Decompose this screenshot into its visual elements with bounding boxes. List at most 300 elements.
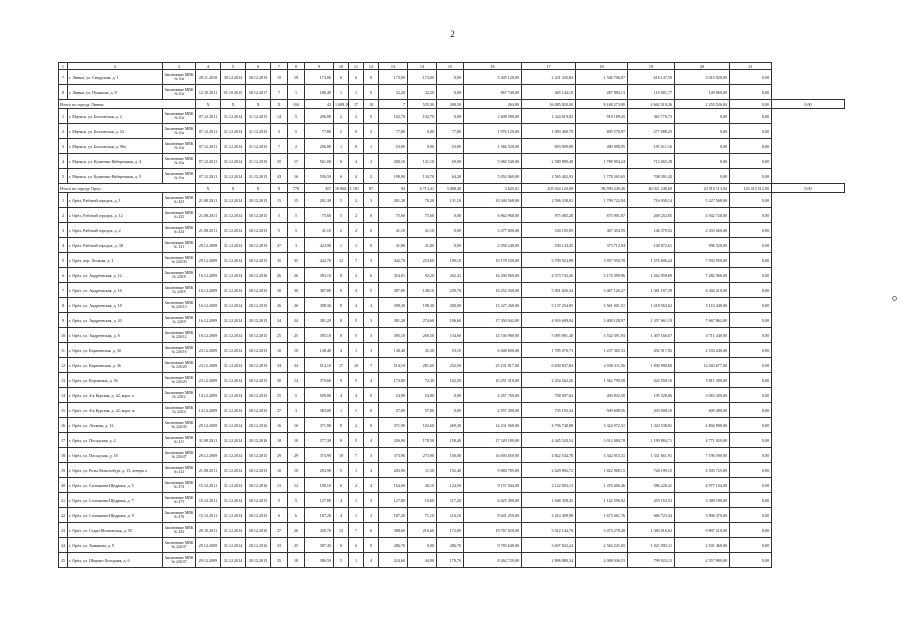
table-cell: 30 xyxy=(271,373,288,388)
table-cell: 3 957 959,78 xyxy=(576,253,628,268)
table-cell: 5 012 144,70 xyxy=(522,523,576,538)
table-cell: 203,90 xyxy=(379,463,408,478)
table-cell: 716 939,14 xyxy=(628,193,675,208)
address-cell: г. Орёл, ул. Андреевская, д. 16 xyxy=(68,283,163,298)
table-cell: 2 xyxy=(364,169,379,184)
table-cell: 0,00 xyxy=(730,418,772,433)
table-cell: 0,00 xyxy=(437,85,464,100)
row-number-cell: 19 xyxy=(59,463,68,478)
table-cell: 187,20 xyxy=(305,508,334,523)
page-number: 2 xyxy=(450,29,455,39)
table-cell: 5 001 826,34 xyxy=(522,283,576,298)
table-cell: 30.12.2015 xyxy=(246,508,271,523)
table-cell: 5 xyxy=(271,208,288,223)
table-cell: 5 xyxy=(334,208,349,223)
table-cell: 7 196 590,00 xyxy=(675,448,730,463)
basis-document-cell: Заключение МВК № б/н xyxy=(163,109,196,124)
subtotal-cell: X xyxy=(271,100,288,109)
table-cell: 0 xyxy=(364,208,379,223)
table-cell: 31.12.2014 xyxy=(221,169,246,184)
table-cell: 30.12.2016 xyxy=(246,268,271,283)
table-cell: 31.12.2014 xyxy=(221,538,246,553)
table-cell: 43 xyxy=(271,169,288,184)
basis-document-cell: Заключение МВК № 226/29 xyxy=(163,373,196,388)
table-row xyxy=(59,139,845,154)
table-cell: 1 407 166,67 xyxy=(628,328,675,343)
basis-document-cell: Заключение МВК № 226/12 xyxy=(163,328,196,343)
table-cell: 57,00 xyxy=(379,403,408,418)
table-cell: 18 xyxy=(288,553,305,568)
column-number-cell: 21 xyxy=(730,63,772,70)
table-cell: 173,00 xyxy=(305,70,334,85)
table-cell: 21.08.2011 xyxy=(196,463,221,478)
table-cell: 622 558,16 xyxy=(628,373,675,388)
address-cell: г. Орёл, ул. Лескова, д. 12 xyxy=(68,418,163,433)
table-cell: 07.12.2011 xyxy=(196,139,221,154)
table-cell: 0,00 xyxy=(730,358,772,373)
table-cell: 616 147,59 xyxy=(628,70,675,85)
table-cell: 31.12.2014 xyxy=(221,223,246,238)
table-cell: 0,00 xyxy=(730,253,772,268)
table-cell: 0,00 xyxy=(730,223,772,238)
column-number-cell: 10 xyxy=(334,63,349,70)
table-cell: 44,90 xyxy=(408,553,437,568)
table-cell: 12.10.2011 xyxy=(196,85,221,100)
basis-document-cell: Заключение МВК № б/н xyxy=(163,139,196,154)
address-cell: г. Орёл, ул. Карачевская, д. 36 xyxy=(68,358,163,373)
row-number-cell: 16 xyxy=(59,418,68,433)
table-cell: 354,61 xyxy=(379,268,408,283)
table-cell: 530 105,89 xyxy=(522,223,576,238)
table-cell: 1 562 799,58 xyxy=(576,373,628,388)
table-cell: 12 xyxy=(288,478,305,493)
table-cell: 273,90 xyxy=(408,448,437,463)
table-row xyxy=(59,403,845,418)
table-cell: 918 189,45 xyxy=(576,109,628,124)
table-cell: 30 xyxy=(288,283,305,298)
table-cell: 41,10 xyxy=(408,223,437,238)
table-cell: 25 xyxy=(271,388,288,403)
table-cell: 0,00 xyxy=(730,463,772,478)
address-cell: г. Орёл, ул. Салтыкова-Щедрина, д. 5 xyxy=(68,478,163,493)
table-cell: 442,70 xyxy=(305,253,334,268)
table-cell: 4 804 800,00 xyxy=(675,418,730,433)
subtotal-cell: 104 xyxy=(288,100,305,109)
table-cell: 31.12.2014 xyxy=(221,523,246,538)
table-cell: 8 xyxy=(334,268,349,283)
table-cell: 8 xyxy=(334,283,349,298)
table-cell: 7 667 862,00 xyxy=(675,313,730,328)
basis-document-cell: Заключение МВК № б/н xyxy=(163,124,196,139)
table-cell: 1 324 538,81 xyxy=(628,418,675,433)
basis-document-cell: Заключение МВК № 424 xyxy=(163,223,196,238)
table-row xyxy=(59,448,845,463)
table-cell: 253,60 xyxy=(408,253,437,268)
table-cell: 373,90 xyxy=(305,448,334,463)
table-cell: 15.12.2011 xyxy=(196,478,221,493)
column-number-cell: 1 xyxy=(59,63,68,70)
table-cell: 31.12.2014 xyxy=(221,268,246,283)
table-cell: 5 xyxy=(288,124,305,139)
table-cell: 158,40 xyxy=(437,433,464,448)
table-cell: 726 199,15 xyxy=(628,463,675,478)
table-cell: 735 183,34 xyxy=(522,403,576,418)
table-cell: 10 xyxy=(271,463,288,478)
table-row xyxy=(59,169,845,184)
table-cell: 3 010 920,00 xyxy=(675,70,730,85)
table-cell: 5 xyxy=(288,388,305,403)
table-cell: 30.12.2015 xyxy=(246,403,271,418)
address-cell: г. Орёл, ул. 4-я Курская, д. 42, корп. ж xyxy=(68,403,163,418)
table-cell: 465 144,10 xyxy=(522,85,576,100)
table-cell: 490 832,50 xyxy=(576,388,628,403)
table-cell: 16.12.2009 xyxy=(196,283,221,298)
table-cell: 7 xyxy=(349,523,364,538)
table-cell: 5 xyxy=(349,433,364,448)
table-cell: 31.12.2014 xyxy=(221,373,246,388)
table-cell: 15 xyxy=(271,193,288,208)
address-cell: г. Орёл, ул. Корчагина, д. 56 xyxy=(68,373,163,388)
table-cell: 1 237 365,33 xyxy=(576,343,628,358)
table-cell: 206,80 xyxy=(305,109,334,124)
table-cell: 224,60 xyxy=(379,553,408,568)
table-cell: 1 546 706,67 xyxy=(576,70,628,85)
row-number-cell: 8 xyxy=(59,298,68,313)
table-cell: 3 xyxy=(364,343,379,358)
subtotal-row xyxy=(59,100,845,109)
subtotal-cell: X xyxy=(221,100,246,109)
table-cell: 01.10.2015 xyxy=(221,85,246,100)
table-cell: 201,30 xyxy=(379,193,408,208)
table-cell: 30.12.2015 xyxy=(246,253,271,268)
subtotal-cell: 86 590 249,46 xyxy=(576,184,628,193)
table-cell: 19 767 650,00 xyxy=(464,523,522,538)
basis-document-cell: Заключение МВК № 226/47 xyxy=(163,538,196,553)
table-cell: 5 110 440,00 xyxy=(675,298,730,313)
table-cell: 2 xyxy=(334,124,349,139)
table-cell: 395,10 xyxy=(305,328,334,343)
subtotal-cell: 7 xyxy=(379,100,408,109)
table-cell: 1 331 661,91 xyxy=(628,448,675,463)
table-cell: 179,70 xyxy=(437,553,464,568)
table-cell: 31.12.2014 xyxy=(221,403,246,418)
table-cell: 13 xyxy=(271,478,288,493)
table-cell: 77,80 xyxy=(437,124,464,139)
table-cell: 6 xyxy=(364,418,379,433)
table-cell: 8 xyxy=(334,418,349,433)
row-number-cell: 13 xyxy=(59,373,68,388)
subtotal-cell: X xyxy=(221,184,246,193)
table-cell: 5 xyxy=(349,313,364,328)
table-cell: 30 xyxy=(271,283,288,298)
table-row xyxy=(59,553,845,568)
table-cell: 15.12.2011 xyxy=(196,493,221,508)
table-cell: 4 796 748,88 xyxy=(522,418,576,433)
table-row xyxy=(59,313,845,328)
table-cell: 4 822 544,78 xyxy=(522,448,576,463)
subtotal-cell: 3 625,01 xyxy=(464,184,522,193)
table-row xyxy=(59,463,845,478)
subtotal-cell: 10 866,13 xyxy=(335,185,352,191)
table-cell: 29.12.2009 xyxy=(196,418,221,433)
basis-document-cell: Заключение МВК № 412 xyxy=(163,463,196,478)
table-cell: 173,00 xyxy=(379,70,408,85)
table-cell: 114 681,77 xyxy=(628,85,675,100)
table-cell: 0,00 xyxy=(675,154,730,169)
column-number-cell: 9 xyxy=(305,63,334,70)
address-cell: г. Ливны, ул. Свердлова, д. 1 xyxy=(68,70,163,85)
address-cell: г. Орёл, ул. Старо-Московская, д. 55 xyxy=(68,523,163,538)
address-cell: г. Орёл, Рабочий городок, д. 2 xyxy=(68,223,163,238)
table-cell: 07.12.2011 xyxy=(196,109,221,124)
table-cell: 29.12.2009 xyxy=(196,538,221,553)
table-cell: 30.12.2015 xyxy=(246,373,271,388)
column-number-cell: 12 xyxy=(364,63,379,70)
table-cell: 0,00 xyxy=(730,70,772,85)
table-cell: 31.12.2015 xyxy=(246,109,271,124)
subtotal-cell: 457 xyxy=(305,184,334,193)
table-row xyxy=(59,223,845,238)
table-cell: 1 xyxy=(334,238,349,253)
table-cell: 1 418 563,62 xyxy=(628,298,675,313)
table-cell: 7 xyxy=(271,85,288,100)
table-cell: 260,50 xyxy=(408,328,437,343)
table-cell: 30.12.2015 xyxy=(246,553,271,568)
table-cell: 34 xyxy=(288,358,305,373)
table-cell: 2 xyxy=(364,124,379,139)
table-cell: 0,00 xyxy=(730,238,772,253)
table-cell: 16 252 330,00 xyxy=(464,283,522,298)
subtotal-cell: X xyxy=(196,184,221,193)
table-cell: 0 xyxy=(349,124,364,139)
table-row xyxy=(59,418,845,433)
table-cell: 1 xyxy=(334,139,349,154)
table-cell: 77,80 xyxy=(305,124,334,139)
table-cell: 31.12.2014 xyxy=(221,463,246,478)
column-number-cell: 14 xyxy=(408,63,437,70)
table-cell: 1 xyxy=(349,85,364,100)
subtotal-cell: 16 085 820,00 xyxy=(522,100,576,109)
table-cell: 5 052 060,00 xyxy=(464,169,522,184)
row-number-cell: 15 xyxy=(59,403,68,418)
table-cell: 41,10 xyxy=(379,223,408,238)
table-cell: 40,10 xyxy=(408,478,437,493)
table-cell: 2 xyxy=(349,223,364,238)
row-number-cell: 23 xyxy=(59,523,68,538)
table-cell: 146 379,52 xyxy=(628,223,675,238)
table-cell: 0,00 xyxy=(730,388,772,403)
table-cell: 12 xyxy=(334,253,349,268)
table-cell: 134,60 xyxy=(437,328,464,343)
basis-document-cell: Заключение МВК № б/н xyxy=(163,85,196,100)
table-cell: 1 xyxy=(334,85,349,100)
table-cell: 41,80 xyxy=(408,238,437,253)
table-cell: 148 872,61 xyxy=(628,238,675,253)
table-cell: 2 122 003,13 xyxy=(522,478,576,493)
table-cell: 514,10 xyxy=(379,358,408,373)
row-number-cell: 25 xyxy=(59,553,68,568)
row-number-cell: 18 xyxy=(59,448,68,463)
table-cell: 3 467 126,27 xyxy=(576,283,628,298)
subtotal-cell: 23 910 113,94 xyxy=(675,184,730,193)
table-cell: 200,00 xyxy=(437,298,464,313)
column-number-row xyxy=(59,63,845,70)
table-cell: 4 xyxy=(364,478,379,493)
table-cell: 6 xyxy=(334,478,349,493)
column-number-cell: 7 xyxy=(271,63,288,70)
table-cell: 14 746 980,00 xyxy=(464,328,522,343)
table-cell: 25 xyxy=(288,328,305,343)
row-number-cell: 24 xyxy=(59,538,68,553)
table-cell: 2 xyxy=(364,154,379,169)
table-cell: 13 xyxy=(334,523,349,538)
table-cell: 23.12.2009 xyxy=(196,358,221,373)
table-cell: 0,00 xyxy=(437,70,464,85)
table-cell: 2 057 280,00 xyxy=(464,403,522,418)
table-cell: 31.12.2014 xyxy=(221,358,246,373)
table-cell: 6 xyxy=(334,70,349,85)
table-cell: 2 xyxy=(349,418,364,433)
table-cell: 30.12.2016 xyxy=(246,478,271,493)
table-cell: 2 058 240,00 xyxy=(464,238,522,253)
table-cell: 4 771 920,00 xyxy=(675,433,730,448)
table-cell: 31.12.2014 xyxy=(221,388,246,403)
table-cell: 30.12.2015 xyxy=(246,298,271,313)
table-cell: 4 xyxy=(349,169,364,184)
table-cell: 3 408 128,97 xyxy=(576,313,628,328)
column-number-cell: 15 xyxy=(437,63,464,70)
table-cell: 30.12.2017 xyxy=(246,85,271,100)
subtotal-cell: 181 xyxy=(349,184,364,193)
table-cell: 0,00 xyxy=(730,109,772,124)
subtotal-cell: 2 662 019,26 xyxy=(628,100,675,109)
table-cell: 0,00 xyxy=(730,139,772,154)
subtotal-label: Итого по городу Орлу: xyxy=(59,184,196,193)
table-cell: 4 505 725,00 xyxy=(675,463,730,478)
table-cell: 127,80 xyxy=(305,493,334,508)
column-number-cell: 5 xyxy=(221,63,246,70)
table-cell: 6 862 968,00 xyxy=(464,208,522,223)
table-cell: 8 xyxy=(334,328,349,343)
table-cell: 1 366 520,00 xyxy=(464,139,522,154)
table-cell: 28.10.2011 xyxy=(196,523,221,538)
table-cell: 5 xyxy=(271,223,288,238)
row-number-cell: 22 xyxy=(59,508,68,523)
row-number-cell: 21 xyxy=(59,493,68,508)
table-cell: 172,00 xyxy=(437,523,464,538)
table-row xyxy=(59,523,845,538)
table-cell: 996 520,00 xyxy=(675,238,730,253)
basis-document-cell: Заключение МВК № б/н xyxy=(163,70,196,85)
table-cell: 31.12.2014 xyxy=(221,313,246,328)
table-cell: 71,10 xyxy=(408,508,437,523)
table-cell: 10 xyxy=(349,358,364,373)
table-cell: 5 xyxy=(334,193,349,208)
table-row xyxy=(59,328,845,343)
subtotal-label: Итого по городу Ливны: xyxy=(59,100,196,109)
table-cell: 1 xyxy=(349,553,364,568)
table-cell: 370,60 xyxy=(305,373,334,388)
table-cell: 0,00 xyxy=(437,223,464,238)
table-row xyxy=(59,238,845,253)
table-cell: 262,41 xyxy=(437,268,464,283)
table-cell: 32,20 xyxy=(379,85,408,100)
table-cell: 92,20 xyxy=(408,268,437,283)
table-cell: 326,90 xyxy=(379,433,408,448)
table-cell: 5 xyxy=(288,493,305,508)
table-cell: 3 xyxy=(364,448,379,463)
table-cell: 5 xyxy=(349,328,364,343)
table-cell: 1 xyxy=(349,493,364,508)
table-cell: 138,40 xyxy=(379,343,408,358)
table-cell: 0,00 xyxy=(730,493,772,508)
table-cell: 1 262 959,69 xyxy=(628,268,675,283)
table-row xyxy=(59,124,845,139)
table-cell: 5 xyxy=(364,283,379,298)
table-cell: 0,00 xyxy=(675,109,730,124)
table-cell: 41,10 xyxy=(305,223,334,238)
table-cell: 5 xyxy=(288,208,305,223)
table-cell: 371,90 xyxy=(305,418,334,433)
table-cell: 31.12.2014 xyxy=(221,298,246,313)
table-cell: 10 xyxy=(271,433,288,448)
table-cell: 192,40 xyxy=(437,463,464,478)
table-cell: 0,00 xyxy=(730,193,772,208)
table-cell: 586 226,41 xyxy=(628,478,675,493)
table-cell: 287 884,13 xyxy=(576,85,628,100)
table-cell: 3 xyxy=(364,493,379,508)
table-cell: 31.12.2014 xyxy=(221,508,246,523)
table-cell: 69,00 xyxy=(437,154,464,169)
table-cell: 25 xyxy=(271,328,288,343)
table-cell: 102,50 xyxy=(437,373,464,388)
table-cell: 17 329 180,00 xyxy=(464,433,522,448)
column-number-cell: 2 xyxy=(68,63,163,70)
table-cell: 70,20 xyxy=(408,193,437,208)
row-number-cell: 14 xyxy=(59,388,68,403)
table-cell: 131,10 xyxy=(408,154,437,169)
table-cell: 9 897 210,00 xyxy=(675,523,730,538)
column-number-cell: 13 xyxy=(379,63,408,70)
table-cell: 1 799 722,84 xyxy=(576,193,628,208)
table-cell: 30.12.2016 xyxy=(246,538,271,553)
table-cell: 19 xyxy=(288,70,305,85)
table-cell: 4 916 609,84 xyxy=(522,313,576,328)
table-cell: 25 101 817,00 xyxy=(464,358,522,373)
basis-document-cell: Заключение МВК № б/н xyxy=(163,154,196,169)
table-cell: 1 xyxy=(349,343,364,358)
table-cell: 174,80 xyxy=(379,373,408,388)
basis-document-cell: Заключение МВК № 226/9 xyxy=(163,283,196,298)
table-cell: 5 137 254,85 xyxy=(522,298,576,313)
address-cell: г. Орёл, ул. 4-я Курская, д. 42, корп. а xyxy=(68,388,163,403)
table-cell: 4 977 104,00 xyxy=(675,478,730,493)
table-cell: 2 608 580,00 xyxy=(464,109,522,124)
subtotal-cell: 0,00 xyxy=(730,100,772,109)
table-cell: 4 xyxy=(334,388,349,403)
table-cell: 398,30 xyxy=(379,298,408,313)
table-cell: 164,60 xyxy=(379,478,408,493)
table-cell: 31.12.2014 xyxy=(221,109,246,124)
table-cell: 492 917,92 xyxy=(628,343,675,358)
table-row xyxy=(59,283,845,298)
table-cell: 186,40 xyxy=(305,85,334,100)
table-cell: 77,80 xyxy=(379,124,408,139)
table-cell: 200,10 xyxy=(379,154,408,169)
table-cell: 15.12.2011 xyxy=(196,508,221,523)
table-cell: 3 389 180,00 xyxy=(675,493,730,508)
table-cell: 29 xyxy=(271,448,288,463)
